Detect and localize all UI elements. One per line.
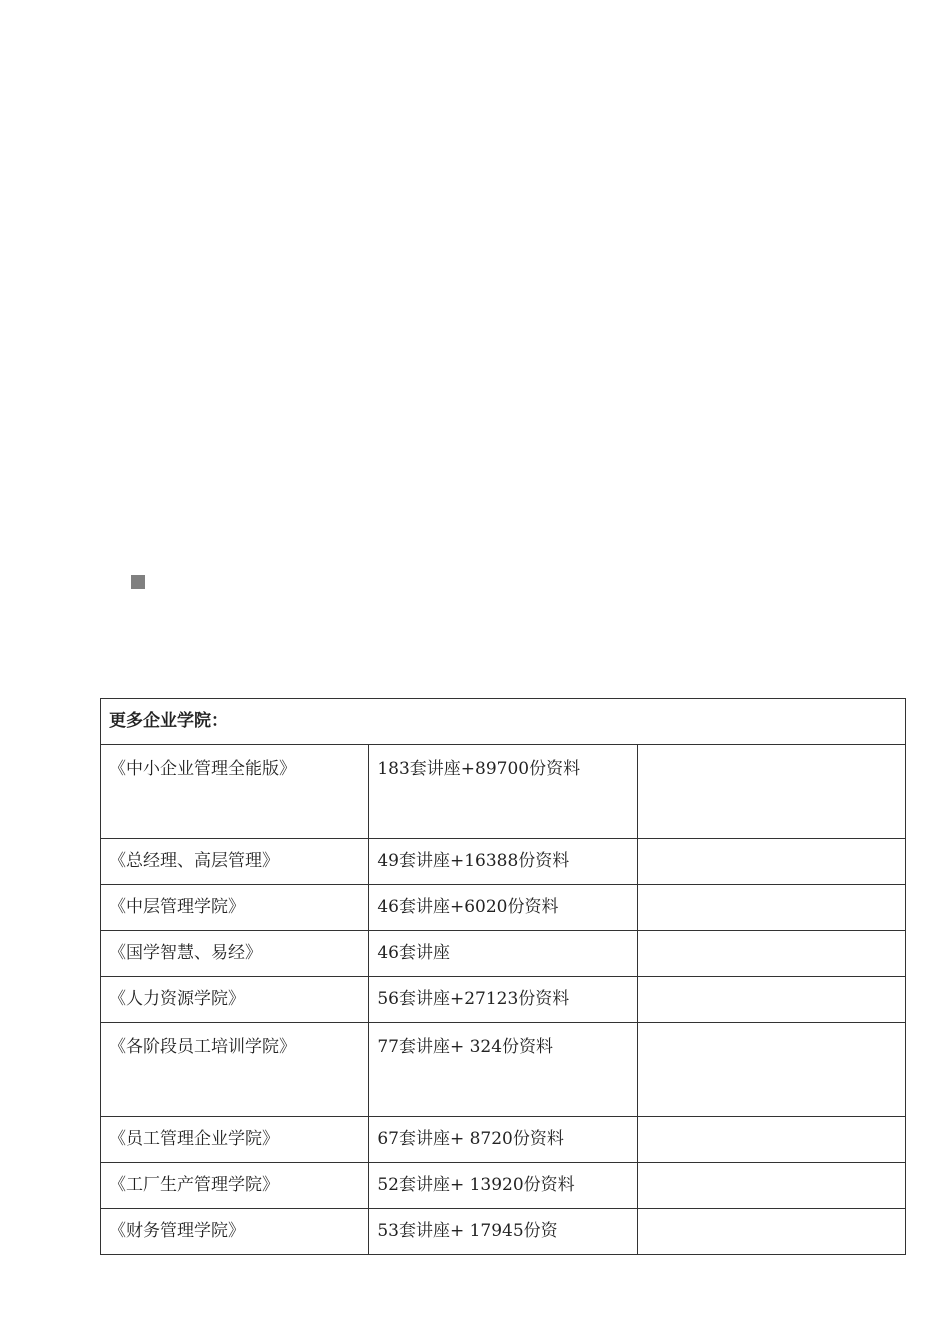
academy-extra [637, 931, 905, 977]
academy-content: 67套讲座+ 8720份资料 [369, 1117, 637, 1163]
academy-name: 《各阶段员工培训学院》 [101, 1023, 369, 1117]
academy-extra [637, 745, 905, 839]
table-row [101, 1209, 906, 1255]
academy-content: 52套讲座+ 13920份资料 [369, 1163, 637, 1209]
table-row [101, 1117, 906, 1163]
table-row [101, 885, 906, 931]
academy-extra [637, 1023, 905, 1117]
academy-name: 《人力资源学院》 [101, 977, 369, 1023]
table-header: 更多企业学院： [101, 699, 906, 745]
academy-content: 183套讲座+89700份资料 [369, 745, 637, 839]
academy-content: 49套讲座+16388份资料 [369, 839, 637, 885]
academy-name: 《财务管理学院》 [101, 1209, 369, 1255]
table-row [101, 1163, 906, 1209]
academy-extra [637, 1117, 905, 1163]
academy-name: 《中层管理学院》 [101, 885, 369, 931]
academy-extra [637, 977, 905, 1023]
academy-name: 《工厂生产管理学院》 [101, 1163, 369, 1209]
academy-extra [637, 1163, 905, 1209]
square-bullet-icon [131, 575, 145, 589]
table-row [101, 977, 906, 1023]
academy-table [100, 698, 906, 1255]
table-row [101, 839, 906, 885]
academy-content: 53套讲座+ 17945份资 [369, 1209, 637, 1255]
academy-name: 《总经理、高层管理》 [101, 839, 369, 885]
table-header-row [101, 699, 906, 745]
academy-content: 46套讲座 [369, 931, 637, 977]
academy-name: 《国学智慧、易经》 [101, 931, 369, 977]
academy-extra [637, 839, 905, 885]
academy-content: 46套讲座+6020份资料 [369, 885, 637, 931]
academy-extra [637, 1209, 905, 1255]
academy-name: 《员工管理企业学院》 [101, 1117, 369, 1163]
academy-content: 56套讲座+27123份资料 [369, 977, 637, 1023]
table-row [101, 1023, 906, 1117]
academy-extra [637, 885, 905, 931]
table-row [101, 745, 906, 839]
academy-name: 《中小企业管理全能版》 [101, 745, 369, 839]
table-row [101, 931, 906, 977]
academy-content: 77套讲座+ 324份资料 [369, 1023, 637, 1117]
